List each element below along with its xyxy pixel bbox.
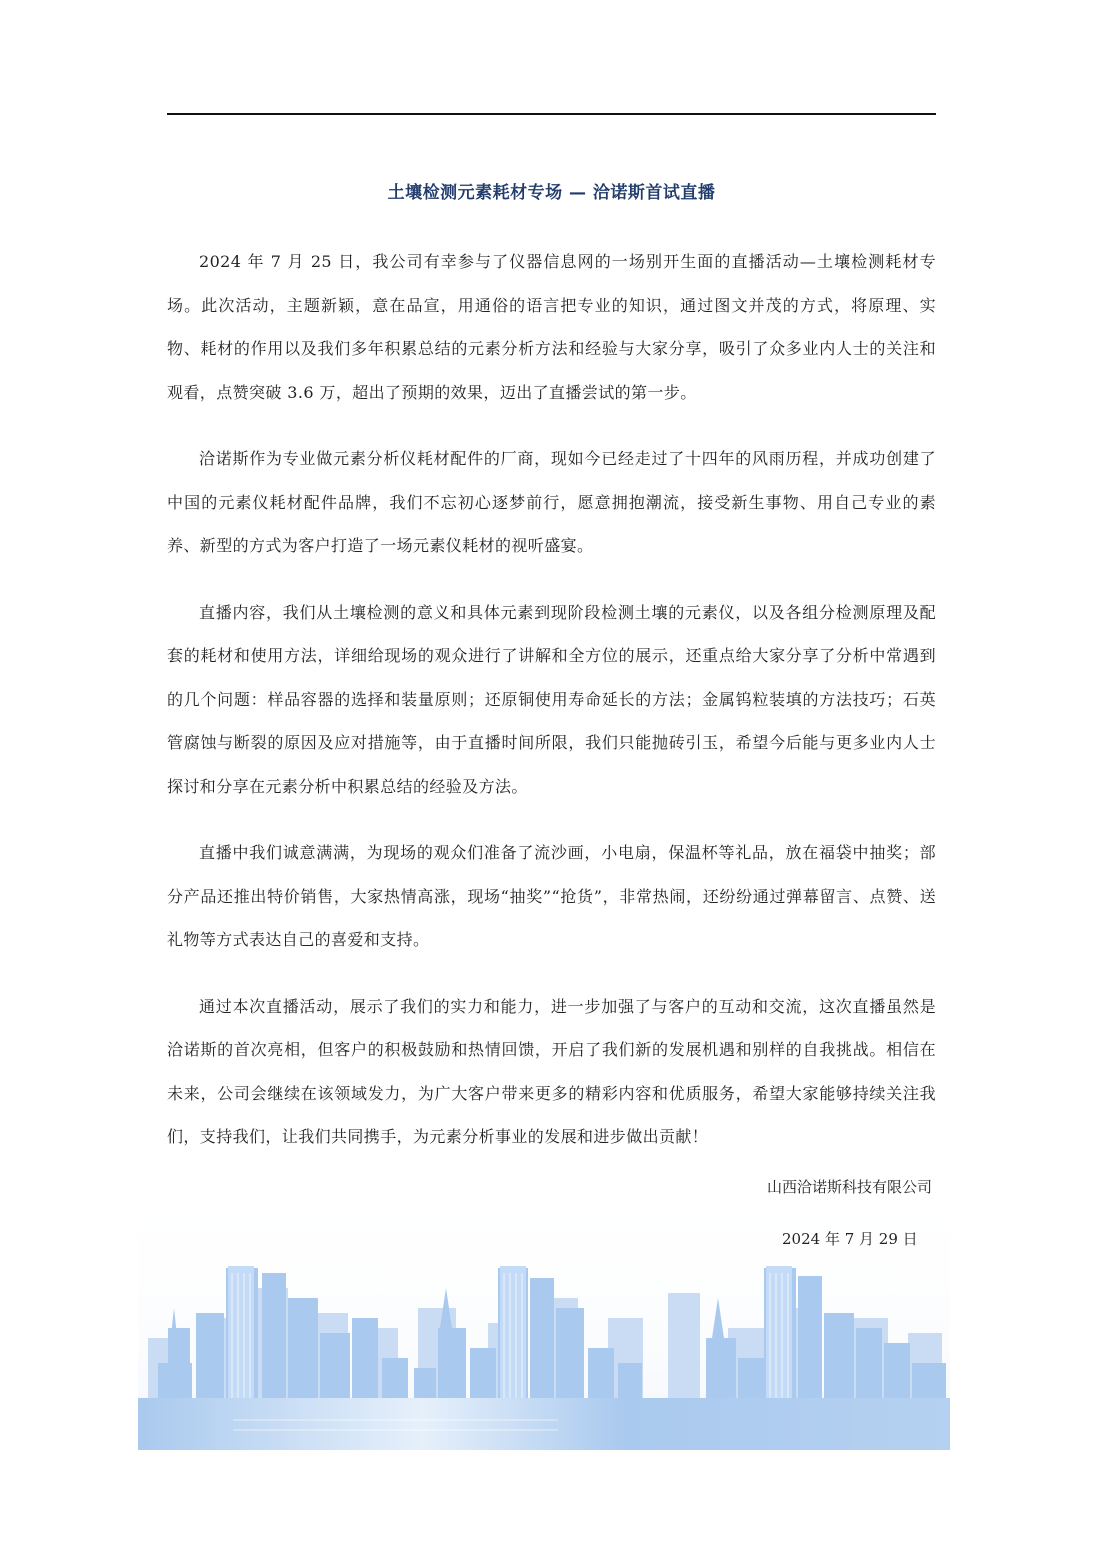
- document-title: 土壤检测元素耗材专场 — 洽诺斯首试直播: [387, 183, 716, 203]
- header-rule: [167, 113, 936, 115]
- paragraph-4: 直播中我们诚意满满，为现场的观众们准备了流沙画，小电扇，保温杯等礼品，放在福袋中抽奖；部分产品还推出特价销售，大家热情高涨，现场“抽奖”“抢货”，非常热闹，还纷纷通过弹幕留言、点赞、送礼物等方式表达自己的喜爱和支持。: [167, 843, 936, 949]
- paragraph-1: 2024 年 7 月 25 日，我公司有幸参与了仪器信息网的一场别开生面的直播活动—土壤检测耗材专场。此次活动，主题新颖，意在品宣，用通俗的语言把专业的知识，通过图文并茂的方式，将原理、实物、耗材的作用以及我们多年积累总结的元素分析方法和经验与大家分享，吸引了众多业内人士的关注和观看，点赞突破 3.6 万，超出了预期的效果，迈出了直播尝试的第一步。: [167, 252, 936, 402]
- article-body: [167, 240, 936, 1182]
- paragraph-3: 直播内容，我们从土壤检测的意义和具体元素到现阶段检测土壤的元素仪，以及各组分检测原理及配套的耗材和使用方法，详细给现场的观众进行了讲解和全方位的展示，还重点给大家分享了分析中常遇到的几个问题：样品容器的选择和装量原则；还原铜使用寿命延长的方法；金属钨粒装填的方法技巧；石英管腐蚀与断裂的原因及应对措施等，由于直播时间所限，我们只能抛砖引玉，希望今后能与更多业内人士探讨和分享在元素分析中积累总结的经验及方法。: [167, 602, 936, 796]
- company-signature: 山西洽诺斯科技有限公司: [766, 1178, 932, 1196]
- paragraph-5: 通过本次直播活动，展示了我们的实力和能力，进一步加强了与客户的互动和交流，这次直播虽然是洽诺斯的首次亮相，但客户的积极鼓励和热情回馈，开启了我们新的发展机遇和别样的自我挑战。相信在未来，公司会继续在该领域发力，为广大客户带来更多的精彩内容和优质服务，希望大家能够持续关注我们，支持我们，让我们共同携手，为元素分析事业的发展和进步做出贡献！: [167, 996, 936, 1146]
- city-skyline-illustration: [138, 1168, 950, 1450]
- paragraph-2: 洽诺斯作为专业做元素分析仪耗材配件的厂商，现如今已经走过了十四年的风雨历程，并成功创建了中国的元素仪耗材配件品牌，我们不忘初心逐梦前行，愿意拥抱潮流，接受新生事物、用自己专业的素养、新型的方式为客户打造了一场元素仪耗材的视听盛宴。: [167, 449, 936, 555]
- signature-date: 2024 年 7 月 29 日: [782, 1230, 918, 1248]
